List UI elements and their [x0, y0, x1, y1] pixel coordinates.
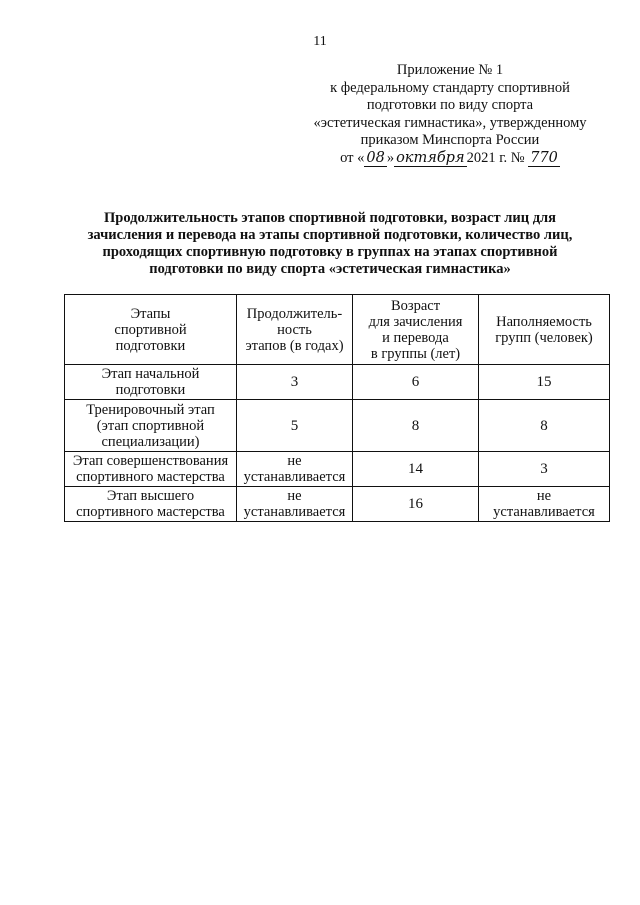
table-row: [65, 452, 610, 487]
header-text: подготовки: [115, 337, 186, 354]
header-cell-age: [353, 295, 479, 365]
header-text: Этапы: [130, 305, 171, 322]
cell-stage: [65, 400, 237, 452]
header-text: групп (человек): [495, 329, 593, 346]
date-mid: »: [386, 149, 395, 166]
cell-size: [479, 452, 610, 487]
handwritten-order-number: 770: [530, 149, 558, 166]
header-text: в группы (лет): [370, 345, 461, 362]
cell-text: 3: [540, 461, 548, 477]
cell-text: устанавливается: [243, 504, 346, 520]
cell-text: спортивного мастерства: [76, 469, 225, 485]
appendix-line: к федеральному стандарту спортивной: [330, 79, 570, 96]
document-title: [50, 210, 610, 278]
page-number: 11: [313, 34, 327, 49]
stages-table: [64, 294, 610, 522]
cell-duration: [237, 487, 353, 522]
header-cell-duration: [237, 295, 353, 365]
header-text: этапов (в годах): [245, 337, 344, 354]
cell-text: (этап спортивной: [96, 417, 205, 434]
cell-duration: [237, 452, 353, 487]
header-cell-stage: [65, 295, 237, 365]
cell-text: 3: [290, 374, 299, 390]
cell-stage: [65, 365, 237, 400]
cell-text: 14: [408, 461, 423, 477]
header-text: Наполняемость: [496, 313, 592, 330]
table-row: [65, 487, 610, 522]
table-header-row: [65, 295, 610, 365]
cell-text: 15: [536, 374, 552, 390]
cell-text: 8: [411, 417, 420, 434]
cell-text: 8: [540, 417, 548, 434]
cell-text: не: [287, 453, 302, 469]
appendix-line: подготовки по виду спорта: [366, 97, 534, 113]
cell-age: [353, 452, 479, 487]
title-line: подготовки по виду спорта «эстетическая гимнастика»: [149, 261, 511, 277]
cell-text: Этап начальной: [101, 366, 200, 382]
cell-size: [479, 365, 610, 400]
header-text: спортивной: [114, 321, 187, 338]
cell-text: 6: [411, 374, 420, 390]
header-text: Продолжитель-: [246, 305, 343, 322]
cell-text: специализации): [101, 433, 200, 450]
cell-size: [479, 400, 610, 452]
cell-text: не: [287, 488, 302, 504]
cell-stage: [65, 452, 237, 487]
date-year: 2021 г. №: [466, 149, 525, 166]
cell-duration: [237, 400, 353, 452]
table-row: [65, 400, 610, 452]
cell-text: не: [536, 488, 552, 504]
cell-age: [353, 365, 479, 400]
appendix-title: Приложение № 1: [396, 62, 504, 78]
cell-duration: [237, 365, 353, 400]
cell-text: 16: [408, 496, 423, 512]
date-prefix: от «: [340, 149, 365, 166]
header-text: и перевода: [382, 329, 449, 346]
cell-text: подготовки: [115, 382, 186, 398]
cell-size: [479, 487, 610, 522]
cell-age: [353, 487, 479, 522]
table-body: [65, 295, 610, 522]
header-text: для зачисления: [368, 313, 463, 330]
header-text: ность: [277, 321, 312, 338]
title-line: Продолжительность этапов спортивной подготовки, возраст лиц для: [103, 210, 557, 226]
cell-text: Этап высшего: [106, 488, 195, 504]
title-line: зачисления и перевода на этапы спортивной подготовки, количество лиц,: [87, 227, 573, 243]
appendix-line: приказом Минспорта России: [360, 132, 540, 148]
cell-text: спортивного мастерства: [76, 504, 225, 520]
title-line: проходящих спортивную подготовку в группах на этапах спортивной: [102, 244, 558, 260]
header-text: Возраст: [390, 297, 441, 314]
cell-text: Тренировочный этап: [86, 401, 215, 418]
cell-text: Этап совершенствования: [72, 453, 229, 469]
cell-text: устанавливается: [243, 469, 346, 485]
cell-text: устанавливается: [493, 504, 595, 520]
cell-stage: [65, 487, 237, 522]
handwritten-month: октября: [396, 149, 465, 166]
header-cell-size: [479, 295, 610, 365]
cell-age: [353, 400, 479, 452]
table-row: [65, 365, 610, 400]
handwritten-day: 08: [366, 149, 385, 166]
appendix-block: [300, 62, 600, 167]
appendix-line: «эстетическая гимнастика», утвержденному: [313, 114, 587, 131]
cell-text: 5: [290, 417, 299, 434]
order-date-line: [300, 150, 600, 168]
